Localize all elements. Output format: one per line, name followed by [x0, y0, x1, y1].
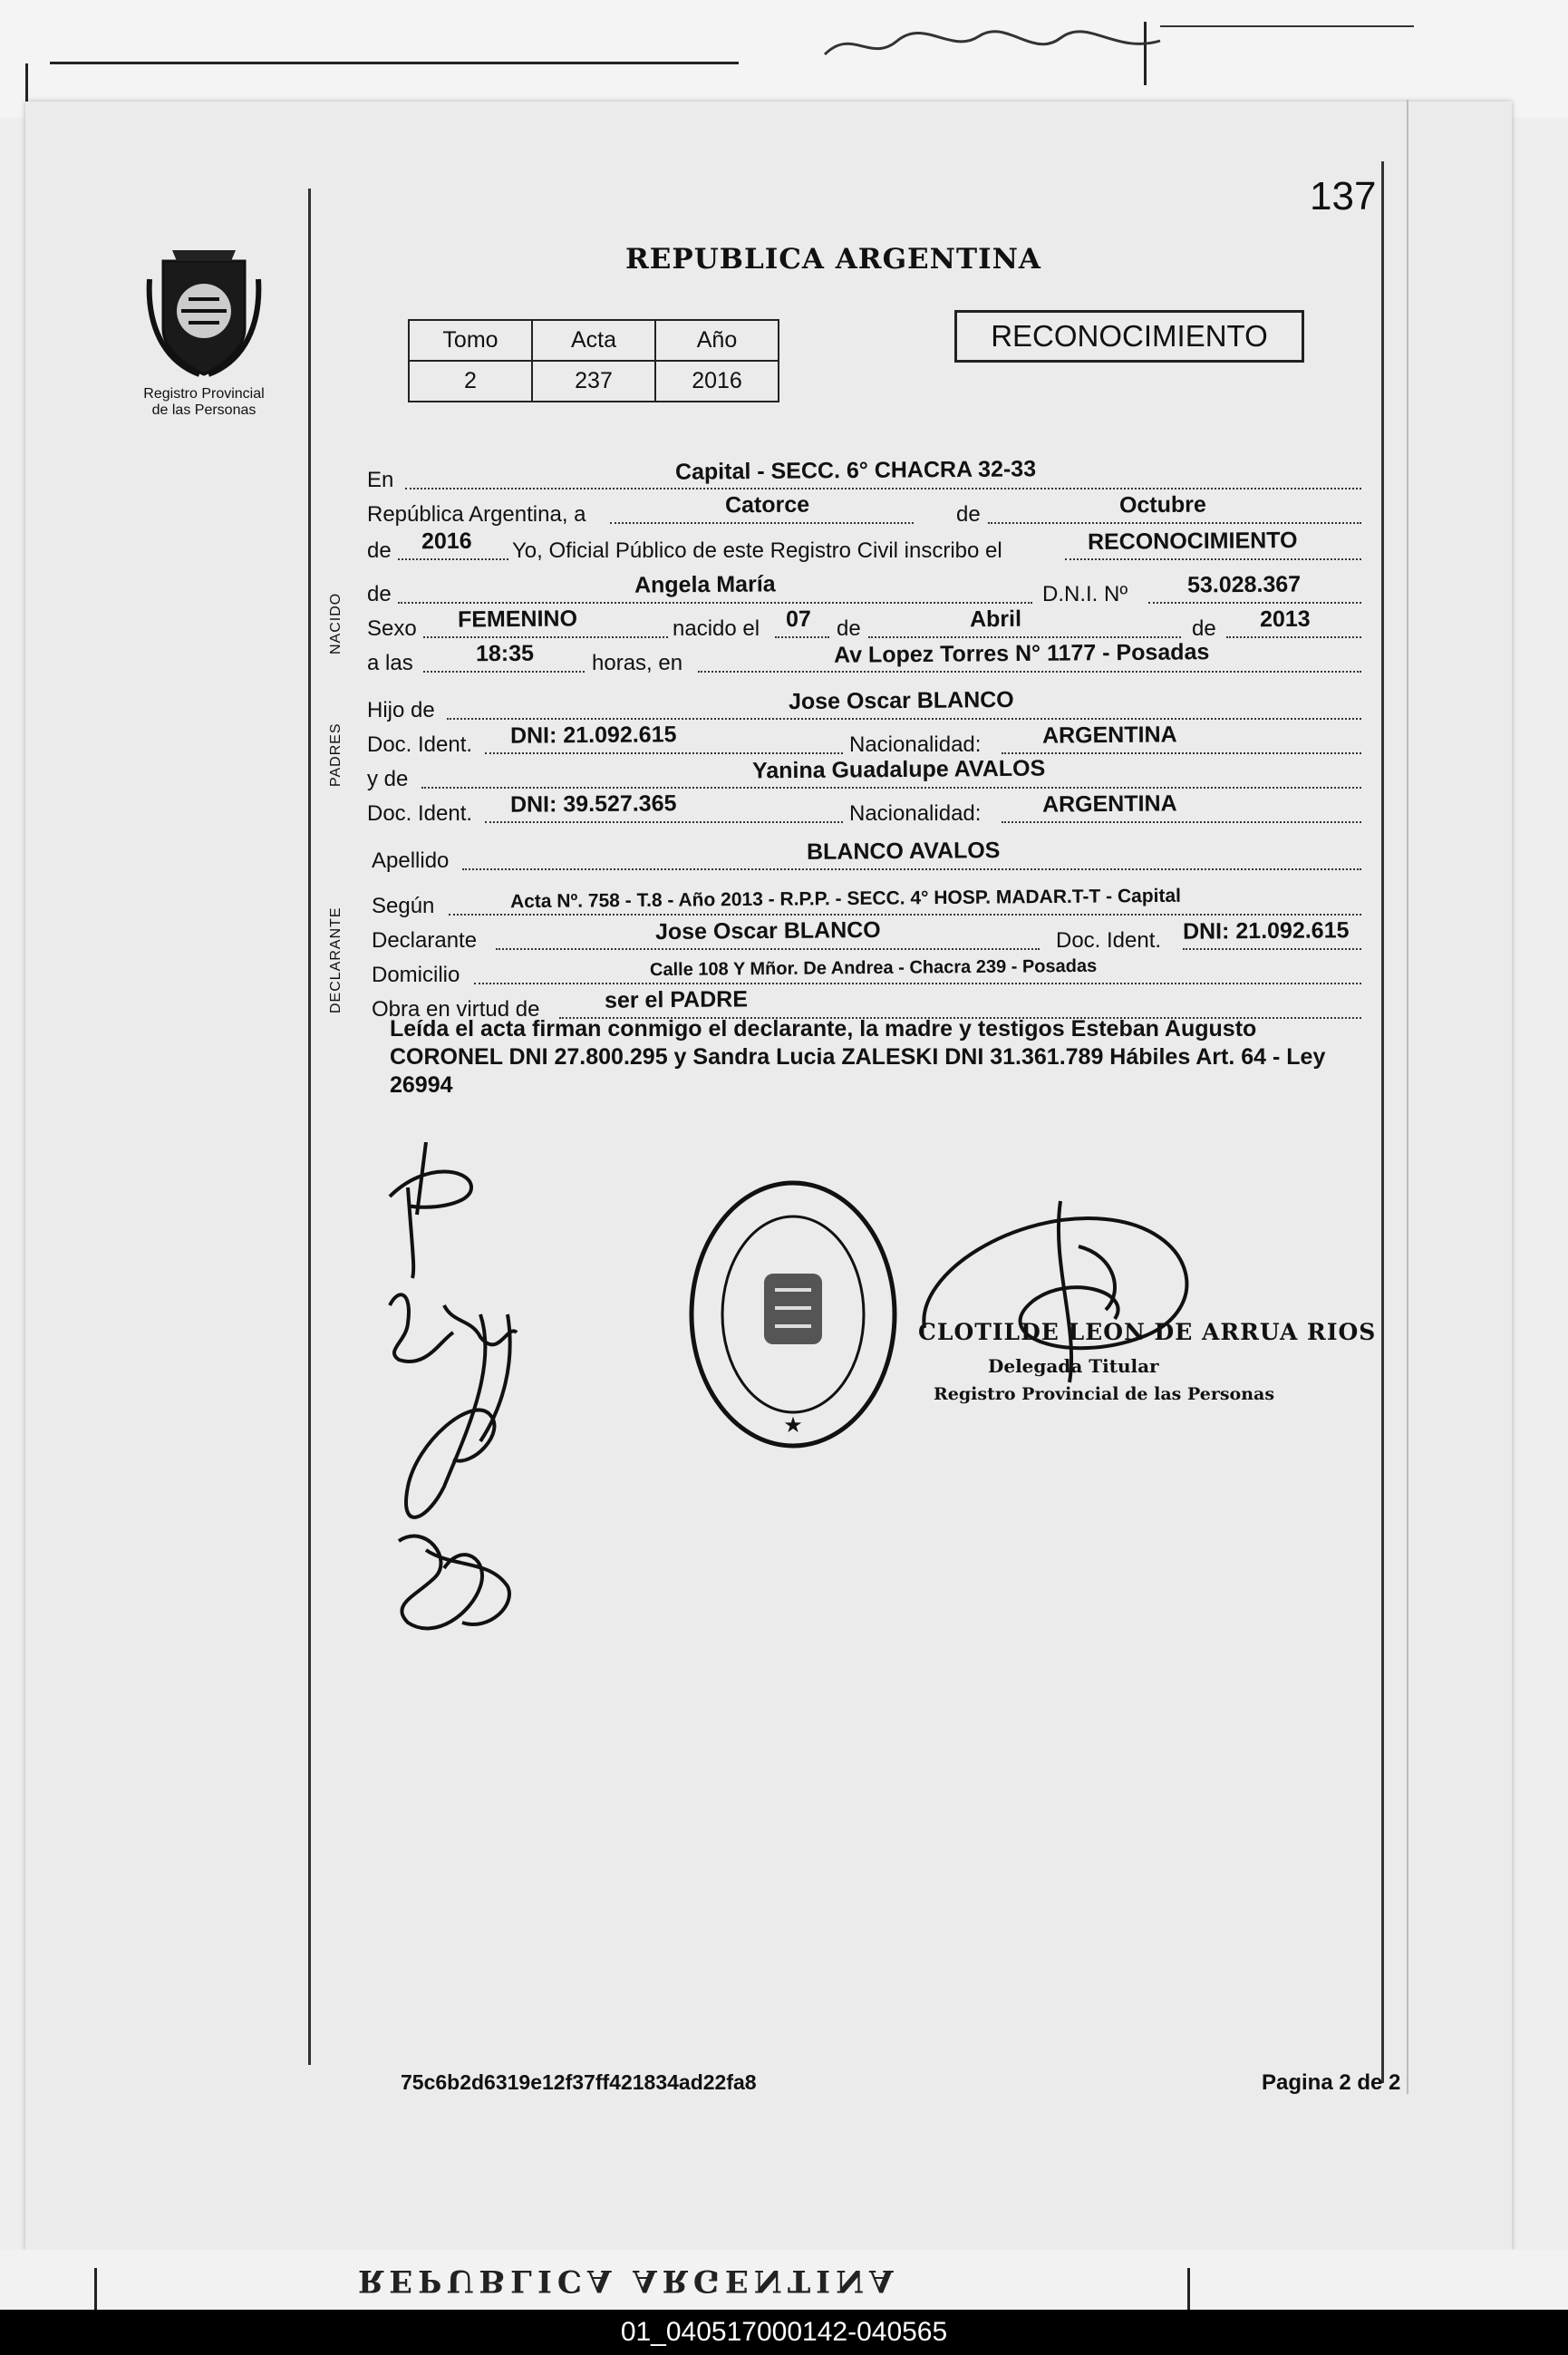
field-sexo [367, 606, 1364, 644]
field-label: Doc. Ident. [367, 801, 473, 826]
dotted-line [1002, 821, 1361, 823]
official-role: Delegada Titular [988, 1355, 1159, 1377]
field-label: de [1192, 616, 1216, 641]
field-value: Capital - SECC. 6° CHACRA 32-33 [674, 456, 1037, 485]
dotted-line [1226, 636, 1361, 638]
field-label: horas, en [592, 651, 683, 675]
field-label: Obra en virtud de [372, 997, 540, 1022]
record-table [408, 319, 779, 402]
field-republica [367, 491, 1364, 529]
dotted-line [474, 983, 1361, 984]
table-cell: 2 [409, 361, 532, 402]
registry-caption [122, 386, 286, 419]
dotted-line [462, 868, 1361, 870]
table-header: Acta [532, 320, 655, 361]
dotted-line [775, 636, 829, 638]
margin-line [1381, 161, 1384, 2083]
field-value: RECONOCIMIENTO [1087, 527, 1298, 556]
field-value: Yanina Guadalupe AVALOS [751, 755, 1046, 784]
field-de-year [367, 527, 1364, 566]
divider [1187, 2268, 1190, 2310]
field-value: DNI: 39.527.365 [509, 790, 677, 818]
dotted-line [496, 948, 1040, 950]
field-label: Sexo [367, 616, 417, 641]
field-label: Nacionalidad: [849, 801, 982, 826]
dotted-line [423, 636, 668, 638]
field-hijo-de [367, 686, 1364, 725]
section-label-padres: PADRES [328, 722, 344, 787]
dotted-line [421, 787, 1361, 789]
field-doc-madre [367, 790, 1364, 829]
closing-paragraph: Leída el acta firman conmigo el declarante, la madre y testigos Esteban Augusto CORONEL DNI 27.800.295 y Sandra Lucia ZALESKI DNI 31.361.789 Hábiles Art. 64 - Ley 26994 [390, 1016, 1326, 1098]
registry-seal-icon [684, 1174, 902, 1455]
dotted-line [405, 488, 1361, 489]
field-value: ARGENTINA [1041, 722, 1177, 749]
dotted-line [398, 602, 1032, 604]
field-value: Calle 108 Y Mñor. De Andrea - Chacra 239 - Posadas [649, 955, 1098, 981]
table-cell: 2016 [655, 361, 779, 402]
field-label: Yo, Oficial Público de este Registro Civil inscribo el [512, 538, 1002, 563]
table-row [409, 361, 779, 402]
field-declarante [367, 916, 1364, 955]
field-value: BLANCO AVALOS [806, 838, 1001, 865]
field-label: de [367, 538, 392, 563]
dotted-line [1002, 752, 1361, 754]
underlying-page-bottom [0, 2250, 1568, 2310]
divider [1160, 25, 1414, 27]
field-label: y de [367, 767, 409, 791]
field-label: En [367, 468, 394, 492]
field-value: 2016 [421, 528, 472, 555]
margin-line [308, 189, 311, 2065]
field-value: 53.028.367 [1186, 571, 1302, 598]
field-doc-padre [367, 722, 1364, 760]
section-label-declarante: DECLARANTE [328, 906, 344, 1013]
field-value: Jose Oscar BLANCO [788, 686, 1014, 715]
official-name: CLOTILDE LEON DE ARRUA RIOS [918, 1319, 1377, 1345]
signature-scribble-top [816, 18, 1196, 73]
field-value: Acta Nº. 758 - T.8 - Año 2013 - R.P.P. - SECC. 4° HOSP. MADAR.T-T - Capital [509, 885, 1182, 913]
dotted-line [698, 671, 1361, 673]
dotted-line [988, 522, 1361, 524]
dotted-line [449, 914, 1361, 916]
signatures-icon [372, 1142, 607, 1650]
province-emblem-icon [145, 243, 263, 379]
field-value: ser el PADRE [604, 986, 749, 1013]
field-hora [367, 639, 1364, 678]
field-label: Domicilio [372, 963, 460, 987]
field-label: de [956, 502, 981, 527]
dotted-line [1183, 948, 1361, 950]
field-label: Doc. Ident. [367, 732, 473, 757]
field-value: DNI: 21.092.615 [509, 722, 677, 749]
svg-text:★: ★ [783, 1412, 803, 1438]
dotted-line [485, 752, 843, 754]
field-y-de [367, 755, 1364, 794]
field-label: Según [372, 894, 435, 918]
dotted-line [610, 522, 914, 524]
dotted-line [485, 821, 843, 823]
field-value: Octubre [1118, 491, 1206, 518]
dotted-line [447, 718, 1361, 720]
table-row [409, 320, 779, 361]
field-value: Catorce [724, 491, 810, 518]
field-domicilio [367, 955, 1364, 990]
table-header: Tomo [409, 320, 532, 361]
field-label: de [837, 616, 861, 641]
field-value: 18:35 [475, 640, 535, 667]
field-value: 07 [785, 606, 811, 633]
pagination: Pagina 2 de 2 [1262, 2070, 1401, 2095]
mirrored-heading: REPUBLICA ARGENTINA [358, 2263, 899, 2299]
field-value: Abril [969, 606, 1022, 633]
field-label: Apellido [372, 848, 450, 873]
field-label: Doc. Ident. [1056, 928, 1162, 953]
official-org: Registro Provincial de las Personas [934, 1384, 1275, 1404]
underlying-page-top [0, 0, 1568, 118]
field-value: 2013 [1259, 606, 1311, 633]
field-label: nacido el [673, 616, 760, 641]
registry-caption-line: Registro Provincial [143, 386, 265, 402]
page-title: REPUBLICA ARGENTINA [625, 243, 1041, 276]
divider [94, 2268, 97, 2310]
dotted-line [1065, 558, 1361, 560]
field-value: Angela María [634, 571, 776, 598]
field-label: República Argentina, a [367, 502, 586, 527]
field-en [367, 456, 1364, 495]
divider [1407, 100, 1408, 2094]
dotted-line [423, 671, 585, 673]
field-value: FEMENINO [457, 606, 578, 633]
field-label: de [367, 582, 392, 606]
dotted-line [1148, 602, 1361, 604]
field-label: a las [367, 651, 413, 675]
field-label: Hijo de [367, 698, 435, 722]
registry-caption-line: de las Personas [151, 402, 256, 418]
field-label: Nacionalidad: [849, 732, 982, 757]
page-number: 137 [1310, 174, 1377, 218]
dotted-line [868, 636, 1181, 638]
field-value: Jose Oscar BLANCO [654, 916, 881, 945]
field-label: Declarante [372, 928, 478, 953]
file-id-bar: 01_040517000142-040565 [0, 2310, 1568, 2355]
dotted-line [398, 558, 508, 560]
field-apellido [367, 838, 1364, 876]
field-segun [367, 887, 1364, 921]
field-label: D.N.I. Nº [1042, 582, 1128, 606]
divider [50, 62, 739, 64]
table-cell: 237 [532, 361, 655, 402]
field-value: Av Lopez Torres N° 1177 - Posadas [833, 639, 1210, 668]
field-de-name [367, 571, 1364, 609]
document-hash: 75c6b2d6319e12f37ff421834ad22fa8 [401, 2070, 757, 2094]
field-value: DNI: 21.092.615 [1182, 917, 1350, 945]
field-value: ARGENTINA [1041, 790, 1177, 818]
table-header: Año [655, 320, 779, 361]
section-label-nacido: NACIDO [328, 592, 344, 654]
record-type-box: RECONOCIMIENTO [954, 310, 1304, 363]
